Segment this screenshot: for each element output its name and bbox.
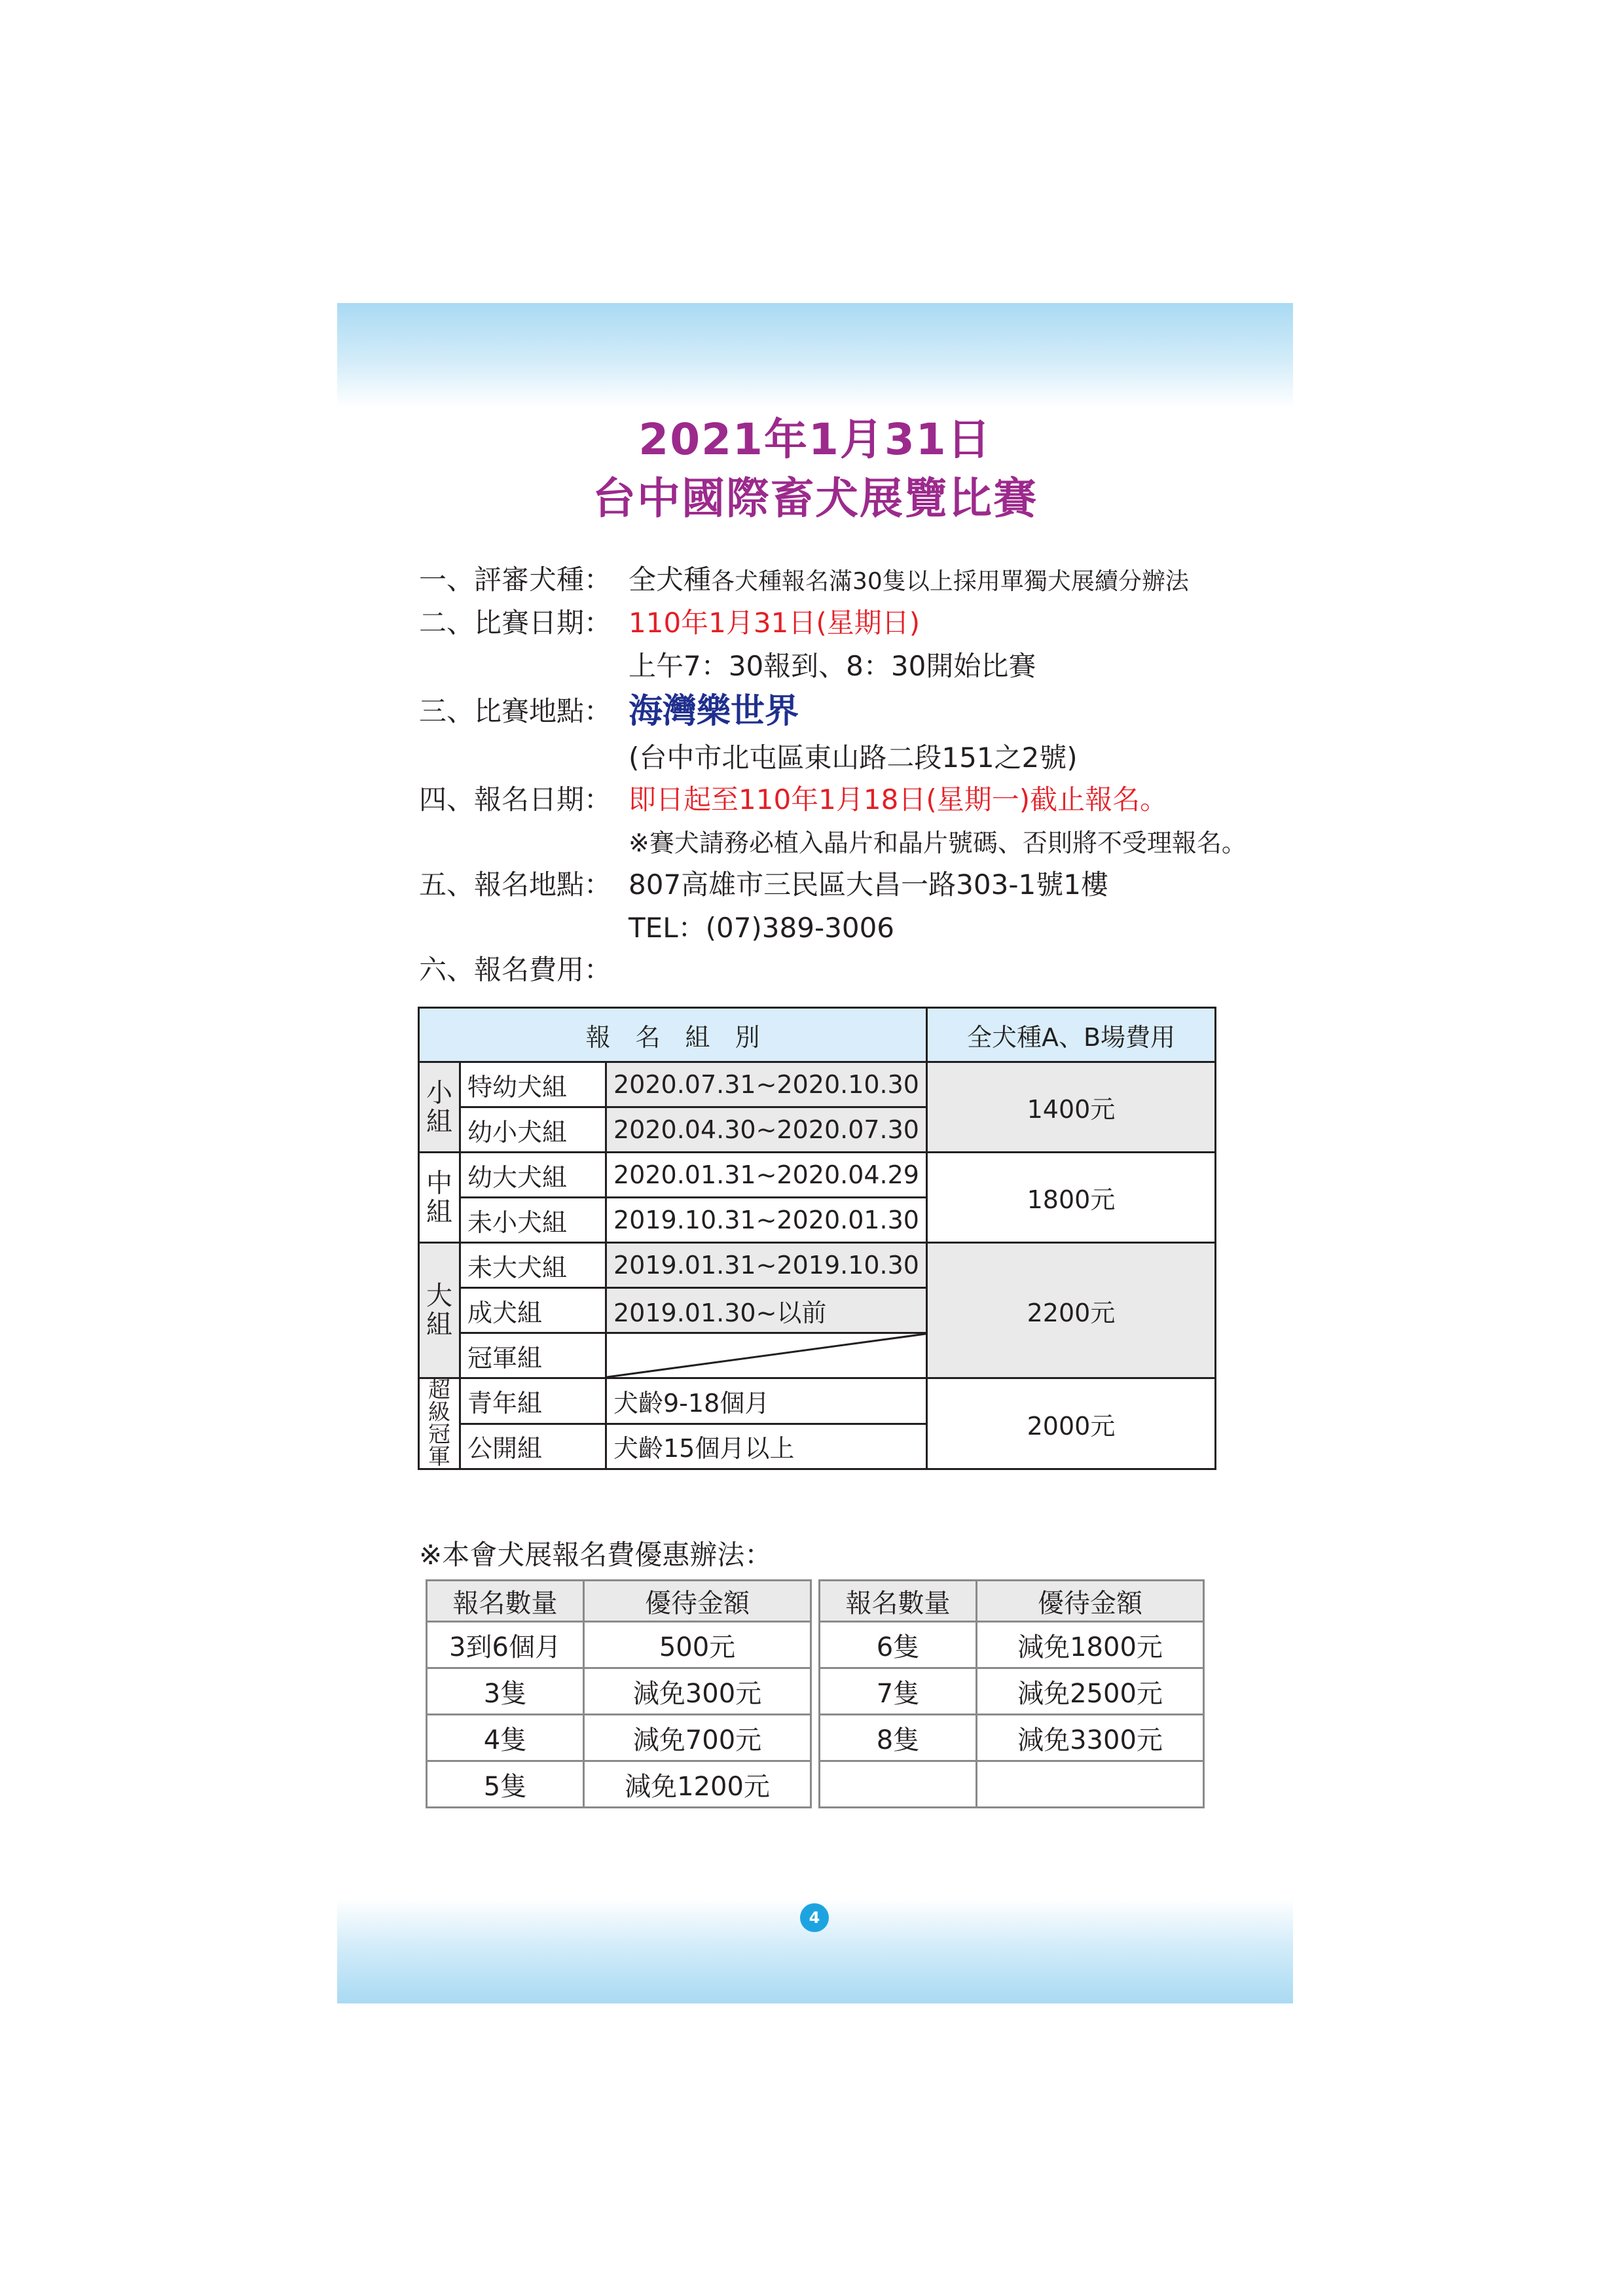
category-cell: 幼小犬組 (460, 1107, 606, 1153)
qty-cell: 5隻 (427, 1761, 584, 1808)
amount-cell: 減免2500元 (977, 1668, 1204, 1715)
info-fee (419, 948, 1283, 992)
fee-large: 2200元 (926, 1243, 1215, 1378)
event-date-title: 2021年1月31日 (638, 414, 992, 465)
date-range-cell: 2019.01.31~2019.10.30 (606, 1243, 927, 1288)
date-range-cell: 2020.04.30~2020.07.30 (606, 1107, 927, 1153)
table-row (419, 1243, 1216, 1288)
table-row (427, 1622, 811, 1668)
date-range-cell: 2020.07.31~2020.10.30 (606, 1062, 927, 1107)
venue-name: 海灣樂世界 (629, 692, 799, 731)
category-cell: 冠軍組 (460, 1333, 606, 1378)
table-row (427, 1761, 811, 1808)
reg-place-tel: TEL：(07)389-3006 (629, 912, 895, 944)
amount-cell: 減免1800元 (977, 1622, 1204, 1668)
fee-medium: 1800元 (926, 1153, 1215, 1243)
amount-header: 優待金額 (977, 1581, 1204, 1622)
category-cell: 青年組 (460, 1378, 606, 1424)
table-row (820, 1668, 1204, 1715)
fee-small: 1400元 (926, 1062, 1215, 1153)
group-super-champion: 超 級 冠 軍 (419, 1378, 460, 1469)
venue-label: 三、比賽地點： (419, 695, 612, 727)
fee-label: 六、報名費用： (419, 954, 612, 986)
reg-date-label: 四、報名日期： (419, 783, 612, 816)
table-row (427, 1715, 811, 1761)
qty-cell: 6隻 (820, 1622, 977, 1668)
judging-note: 各犬種報名滿30隻以上採用單獨犬展續分辦法 (711, 568, 1189, 595)
qty-cell: 8隻 (820, 1715, 977, 1761)
info-reg-tel (419, 906, 1283, 948)
amount-header: 優待金額 (584, 1581, 811, 1622)
info-schedule (419, 645, 1283, 687)
fee-super-champion: 2000元 (926, 1378, 1215, 1469)
category-cell: 特幼犬組 (460, 1062, 606, 1107)
reg-note: ※賽犬請務必植入晶片和晶片號碼、否則將不受理報名。 (629, 829, 1247, 857)
amount-cell: 500元 (584, 1622, 811, 1668)
fee-table (418, 1007, 1216, 1470)
date-range-cell: 2020.01.31~2020.04.29 (606, 1153, 927, 1198)
qty-header: 報名數量 (820, 1581, 977, 1622)
category-cell: 未大犬組 (460, 1243, 606, 1288)
info-judging (419, 558, 1283, 601)
date-label: 二、比賽日期： (419, 607, 612, 639)
qty-cell (820, 1761, 977, 1808)
top-gradient-band (337, 303, 1293, 408)
table-row (427, 1668, 811, 1715)
date-range-cell: 2019.10.31~2020.01.30 (606, 1198, 927, 1243)
amount-cell: 減免3300元 (977, 1715, 1204, 1761)
info-reg-note (419, 821, 1283, 863)
reg-place-address: 807高雄市三民區大昌一路303-1號1樓 (629, 869, 1108, 901)
venue-address: (台中市北屯區東山路二段151之2號) (629, 742, 1078, 774)
qty-cell: 4隻 (427, 1715, 584, 1761)
fee-table-header (419, 1008, 1216, 1062)
group-medium: 中 組 (419, 1153, 460, 1243)
category-cell: 幼大犬組 (460, 1153, 606, 1198)
diagonal-slash (607, 1334, 926, 1377)
table-row (820, 1761, 1204, 1808)
amount-cell: 減免1200元 (584, 1761, 811, 1808)
info-reg-date (419, 778, 1283, 821)
discount-title: ※本會犬展報名費優惠辦法： (419, 1539, 773, 1571)
info-venue (419, 687, 1283, 736)
table-row (820, 1622, 1204, 1668)
discount-table-left (426, 1579, 812, 1808)
group-large: 大 組 (419, 1243, 460, 1378)
info-reg-place (419, 863, 1283, 906)
table-row (419, 1062, 1216, 1107)
qty-cell: 3隻 (427, 1668, 584, 1715)
info-date (419, 601, 1283, 645)
judging-main: 全犬種 (629, 564, 712, 596)
table-row (419, 1153, 1216, 1198)
amount-cell (977, 1761, 1204, 1808)
qty-cell: 7隻 (820, 1668, 977, 1715)
date-range-cell: 犬齡9-18個月 (606, 1378, 927, 1424)
qty-cell: 3到6個月 (427, 1622, 584, 1668)
qty-header: 報名數量 (427, 1581, 584, 1622)
amount-cell: 減免300元 (584, 1668, 811, 1715)
header-fee: 全犬種A、B場費用 (926, 1008, 1215, 1062)
table-row (419, 1378, 1216, 1424)
date-range-cell: 2019.01.30~以前 (606, 1288, 927, 1333)
judging-value (629, 558, 1189, 603)
date-range-cell: 犬齡15個月以上 (606, 1424, 927, 1469)
brochure-page (337, 303, 1293, 2003)
reg-date-value: 即日起至110年1月18日(星期一)截止報名。 (629, 783, 1168, 816)
discount-header (820, 1581, 1204, 1622)
judging-label: 一、評審犬種： (419, 564, 612, 596)
info-venue-address (419, 736, 1283, 778)
category-cell: 公開組 (460, 1424, 606, 1469)
reg-place-label: 五、報名地點： (419, 869, 612, 901)
page-number-badge: 4 (800, 1903, 829, 1932)
date-value: 110年1月31日(星期日) (629, 607, 921, 639)
discount-table-right (818, 1579, 1205, 1808)
header-group: 報 名 組 別 (419, 1008, 927, 1062)
discount-header (427, 1581, 811, 1622)
group-small: 小 組 (419, 1062, 460, 1153)
amount-cell: 減免700元 (584, 1715, 811, 1761)
category-cell: 未小犬組 (460, 1198, 606, 1243)
category-cell: 成犬組 (460, 1288, 606, 1333)
table-row (820, 1715, 1204, 1761)
event-info-list (419, 558, 1283, 992)
empty-slash-cell (606, 1333, 927, 1378)
date-schedule: 上午7：30報到、8：30開始比賽 (629, 650, 1036, 682)
event-name-title: 台中國際畜犬展覽比賽 (593, 473, 1038, 524)
